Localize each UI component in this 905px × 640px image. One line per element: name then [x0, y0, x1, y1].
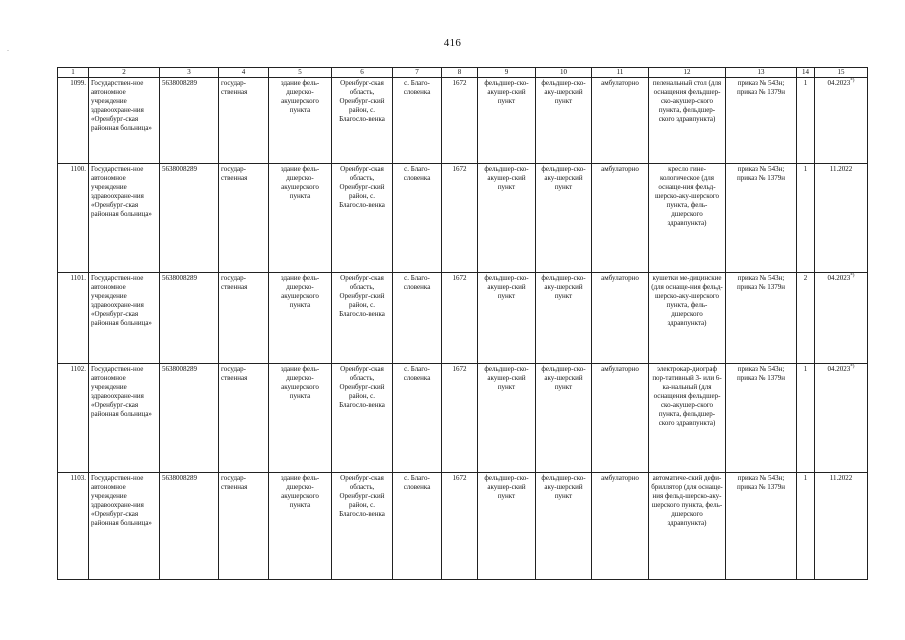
- locality-code: 1672: [442, 78, 478, 164]
- unit-type: фельдшер-ско-акушер-ский пункт: [478, 164, 536, 273]
- column-number: 1: [58, 68, 89, 78]
- delivery-date: [815, 364, 868, 473]
- inn-code: 5638008289: [160, 473, 219, 580]
- quantity: 1: [797, 78, 815, 164]
- ownership-form: государ-ственная: [219, 164, 269, 273]
- unit-name: фельдшер-ско-аку-шерский пункт: [536, 78, 592, 164]
- column-number: 14: [797, 68, 815, 78]
- row-number: 1102.: [58, 364, 89, 473]
- row-number: 1099.: [58, 78, 89, 164]
- regulation-order: приказ № 543н; приказ № 1379н: [726, 473, 797, 580]
- locality: с. Благо-словенка: [393, 78, 442, 164]
- delivery-date: [815, 273, 868, 364]
- row-number: 1100.: [58, 164, 89, 273]
- date-footnote-mark: *): [850, 273, 855, 279]
- locality-code: 1672: [442, 473, 478, 580]
- organization-name: Государствен-ное автономное учреждение здравоохране-ния «Оренбург-ская районная больница»: [89, 78, 160, 164]
- table-row: [58, 473, 868, 580]
- quantity: 2: [797, 273, 815, 364]
- care-form: амбулаторно: [592, 164, 649, 273]
- column-number-row: [58, 68, 868, 78]
- regulation-order: приказ № 543н; приказ № 1379н: [726, 364, 797, 473]
- unit-name: фельдшер-ско-аку-шерский пункт: [536, 473, 592, 580]
- building-type: здание фель-дшерско-акушерского пункта: [269, 78, 332, 164]
- date-value: 04.2023: [827, 79, 851, 87]
- delivery-date: [815, 473, 868, 580]
- column-number: 6: [332, 68, 393, 78]
- quantity: 1: [797, 164, 815, 273]
- unit-name: фельдшер-ско-аку-шерский пункт: [536, 164, 592, 273]
- delivery-date: [815, 78, 868, 164]
- regulation-order: приказ № 543н; приказ № 1379н: [726, 164, 797, 273]
- edge-mark: .: [7, 44, 9, 53]
- column-number: 9: [478, 68, 536, 78]
- locality: с. Благо-словенка: [393, 364, 442, 473]
- address: Оренбург-ская область, Оренбург-ский район, с. Благосло-венка: [332, 273, 393, 364]
- inn-code: 5638008289: [160, 78, 219, 164]
- date-value: 04.2023: [827, 274, 851, 282]
- care-form: амбулаторно: [592, 473, 649, 580]
- table-row: [58, 164, 868, 273]
- building-type: здание фель-дшерско-акушерского пункта: [269, 164, 332, 273]
- unit-type: фельдшер-ско-акушер-ский пункт: [478, 473, 536, 580]
- column-number: 8: [442, 68, 478, 78]
- organization-name: Государствен-ное автономное учреждение здравоохране-ния «Оренбург-ская районная больница»: [89, 164, 160, 273]
- table-row: [58, 78, 868, 164]
- date-value: 11.2022: [829, 165, 853, 173]
- organization-name: Государствен-ное автономное учреждение здравоохране-ния «Оренбург-ская районная больница»: [89, 364, 160, 473]
- table-row: [58, 273, 868, 364]
- date-value: 04.2023: [827, 365, 851, 373]
- unit-type: фельдшер-ско-акушер-ский пункт: [478, 364, 536, 473]
- address: Оренбург-ская область, Оренбург-ский район, с. Благосло-венка: [332, 164, 393, 273]
- row-number: 1103.: [58, 473, 89, 580]
- building-type: здание фель-дшерско-акушерского пункта: [269, 473, 332, 580]
- equipment-name: автоматиче-ский дефи-бриллятор (для оснаще-ния фельд-шерско-аку-шерского пункта, фель-дшерского здравпункта): [649, 473, 726, 580]
- equipment-name: пеленальный стол (для оснащения фельдшер-ско-акушер-ского пункта, фельдшер-ского здравпункта): [649, 78, 726, 164]
- column-number: 4: [219, 68, 269, 78]
- building-type: здание фель-дшерско-акушерского пункта: [269, 364, 332, 473]
- row-number: 1101.: [58, 273, 89, 364]
- care-form: амбулаторно: [592, 78, 649, 164]
- organization-name: Государствен-ное автономное учреждение здравоохране-ния «Оренбург-ская районная больница»: [89, 473, 160, 580]
- quantity: 1: [797, 364, 815, 473]
- column-number: 10: [536, 68, 592, 78]
- locality: с. Благо-словенка: [393, 273, 442, 364]
- locality-code: 1672: [442, 164, 478, 273]
- unit-name: фельдшер-ско-аку-шерский пункт: [536, 273, 592, 364]
- column-number: 2: [89, 68, 160, 78]
- building-type: здание фель-дшерско-акушерского пункта: [269, 273, 332, 364]
- regulation-order: приказ № 543н; приказ № 1379н: [726, 78, 797, 164]
- locality: с. Благо-словенка: [393, 164, 442, 273]
- column-number: 3: [160, 68, 219, 78]
- column-number: 5: [269, 68, 332, 78]
- column-number: 7: [393, 68, 442, 78]
- column-number: 11: [592, 68, 649, 78]
- page-number: 416: [443, 37, 462, 49]
- equipment-name: электрокар-диограф пор-тативный 3- или 6-ка-нальный (для оснащения фельдшер-ско-акушер-ского пункта, фельдшер-ского здравпункта): [649, 364, 726, 473]
- inn-code: 5638008289: [160, 164, 219, 273]
- equipment-name: кресло гине-кологическое (для оснаще-ния фельд-шерско-аку-шерского пункта, фель-дшерского здравпункта): [649, 164, 726, 273]
- column-number: 15: [815, 68, 868, 78]
- date-value: 11.2022: [829, 474, 853, 482]
- unit-type: фельдшер-ско-акушер-ский пункт: [478, 78, 536, 164]
- registry-table: [57, 67, 868, 580]
- locality-code: 1672: [442, 364, 478, 473]
- ownership-form: государ-ственная: [219, 273, 269, 364]
- care-form: амбулаторно: [592, 273, 649, 364]
- column-number: 13: [726, 68, 797, 78]
- address: Оренбург-ская область, Оренбург-ский район, с. Благосло-венка: [332, 78, 393, 164]
- ownership-form: государ-ственная: [219, 473, 269, 580]
- quantity: 1: [797, 473, 815, 580]
- unit-name: фельдшер-ско-аку-шерский пункт: [536, 364, 592, 473]
- regulation-order: приказ № 543н; приказ № 1379н: [726, 273, 797, 364]
- unit-type: фельдшер-ско-акушер-ский пункт: [478, 273, 536, 364]
- inn-code: 5638008289: [160, 364, 219, 473]
- address: Оренбург-ская область, Оренбург-ский район, с. Благосло-венка: [332, 473, 393, 580]
- organization-name: Государствен-ное автономное учреждение здравоохране-ния «Оренбург-ская районная больница»: [89, 273, 160, 364]
- address: Оренбург-ская область, Оренбург-ский район, с. Благосло-венка: [332, 364, 393, 473]
- ownership-form: государ-ственная: [219, 364, 269, 473]
- inn-code: 5638008289: [160, 273, 219, 364]
- locality-code: 1672: [442, 273, 478, 364]
- ownership-form: государ-ственная: [219, 78, 269, 164]
- care-form: амбулаторно: [592, 364, 649, 473]
- table-row: [58, 364, 868, 473]
- locality: с. Благо-словенка: [393, 473, 442, 580]
- delivery-date: [815, 164, 868, 273]
- date-footnote-mark: *): [850, 364, 855, 370]
- equipment-name: кушетки ме-дицинские (для оснаще-ния фельд-шерско-аку-шерского пункта, фель-дшерского здравпункта): [649, 273, 726, 364]
- date-footnote-mark: *): [850, 78, 855, 84]
- column-number: 12: [649, 68, 726, 78]
